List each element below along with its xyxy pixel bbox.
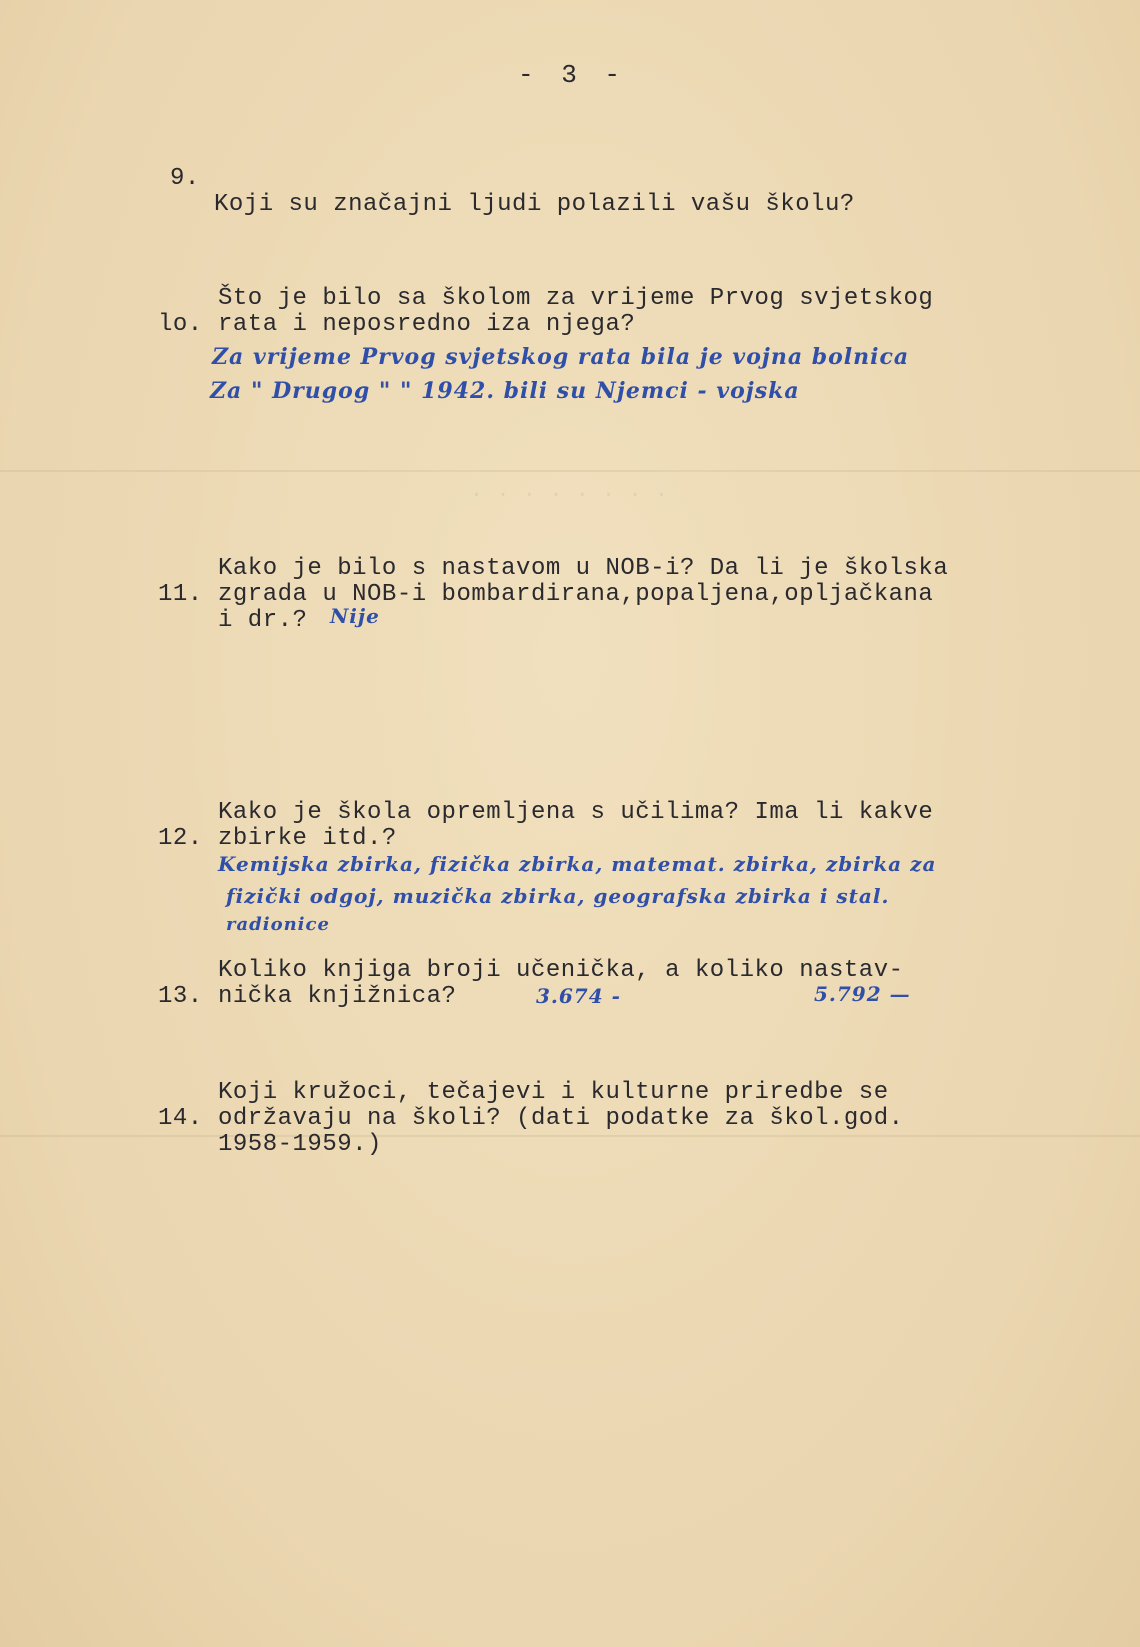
question-number: 9.	[170, 165, 200, 192]
question-number: lo.	[158, 311, 203, 338]
handwritten-answer: Za " Drugog " " 1942. bili su Njemci - vojska	[210, 378, 800, 404]
handwritten-answer: Nije	[330, 604, 380, 628]
question-text: Što je bilo sa školom za vrijeme Prvog svjetskog	[218, 285, 934, 312]
question-text: Koliko knjiga broji učenička, a koliko nastav-	[218, 957, 904, 984]
teachers-library-count: 5.792 —	[814, 982, 911, 1006]
question-text: nička knjižnica?	[218, 983, 457, 1010]
question-number: 13.	[158, 983, 203, 1010]
question-text: Koji kružoci, tečajevi i kulturne priredbe se	[218, 1079, 889, 1106]
question-text: Kako je bilo s nastavom u NOB-i? Da li je školska	[218, 555, 949, 582]
handwritten-answer: radionice	[226, 914, 330, 935]
question-9	[158, 140, 855, 244]
question-text: 1958-1959.)	[218, 1131, 382, 1158]
question-text: Koji su značajni ljudi polazili vašu školu?	[214, 191, 855, 218]
question-text: rata i neposredno iza njega?	[218, 311, 636, 338]
question-text: Kako je škola opremljena s učilima? Ima li kakve	[218, 799, 934, 826]
bleed-through: . . . . . . . .	[470, 478, 669, 503]
paper-fold	[0, 470, 1140, 472]
question-number: 12.	[158, 825, 203, 852]
handwritten-answer: fizički odgoj, muzička zbirka, geografska zbirka i stal.	[226, 884, 890, 908]
question-text: zbirke itd.?	[218, 825, 397, 852]
page-number: - 3 -	[518, 60, 627, 90]
pupils-library-count: 3.674 -	[536, 984, 621, 1008]
question-text: i dr.?	[218, 607, 308, 634]
handwritten-answer: Za vrijeme Prvog svjetskog rata bila je vojna bolnica	[212, 344, 910, 370]
handwritten-answer: Kemijska zbirka, fizička zbirka, matemat. zbirka, zbirka za	[218, 852, 937, 876]
question-text: zgrada u NOB-i bombardirana,popaljena,opljačkana	[218, 581, 934, 608]
question-number: 11.	[158, 581, 203, 608]
question-text: održavaju na školi? (dati podatke za škol.god.	[218, 1105, 904, 1132]
question-number: 14.	[158, 1105, 203, 1132]
question-14	[158, 1079, 904, 1236]
